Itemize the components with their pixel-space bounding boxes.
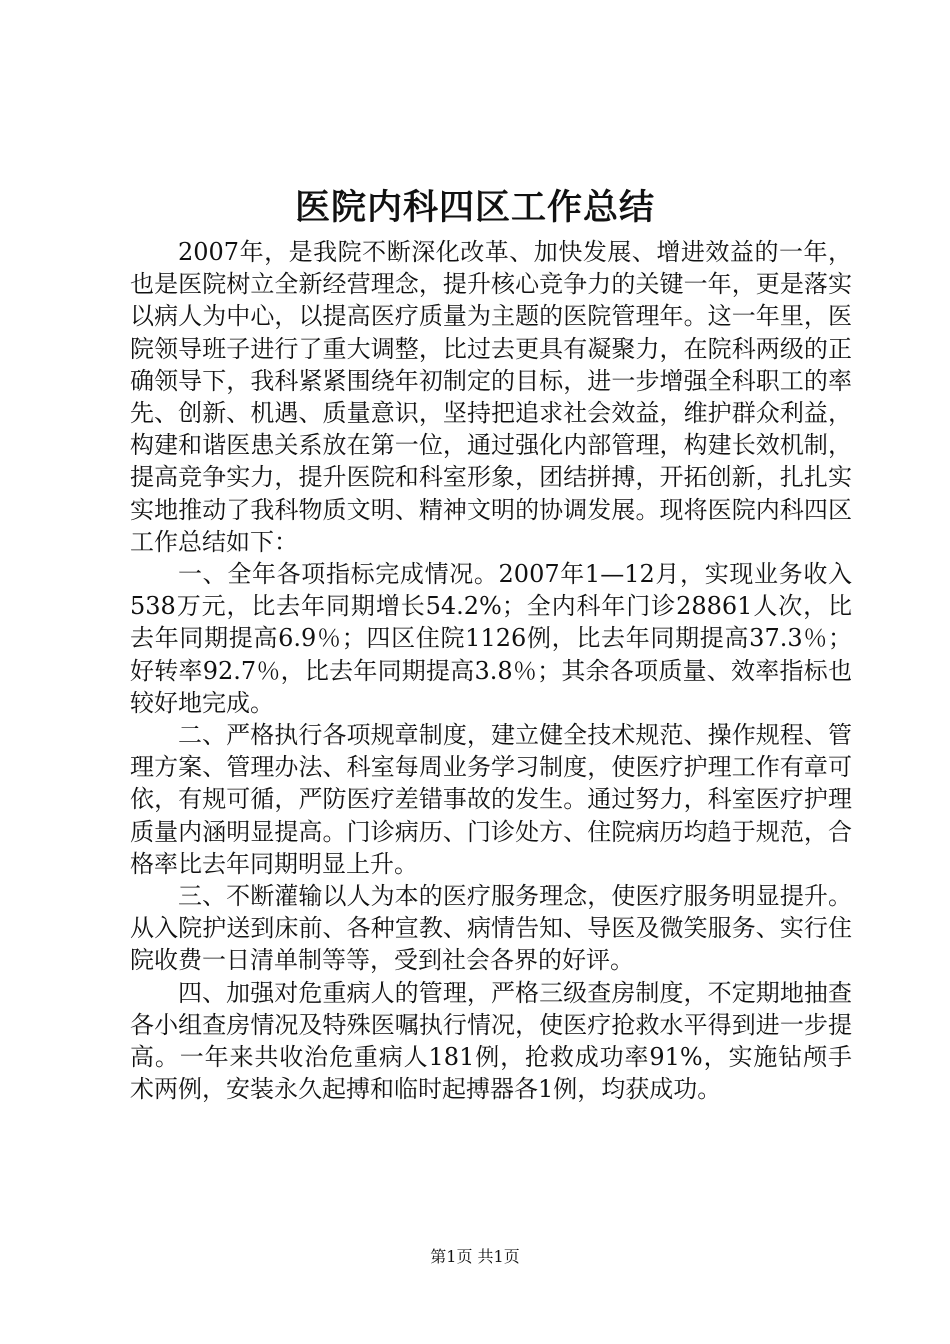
paragraph-regulations: 二、严格执行各项规章制度，建立健全技术规范、操作规程、管理方案、管理办法、科室每周业务学习制度，使医疗护理工作有章可依，有规可循，严防医疗差错事故的发生。通过努力，科室医疗护理质量内涵明显提高。门诊病历、门诊处方、住院病历均趋于规范，合格率比去年同期明显上升。: [130, 721, 852, 878]
paragraph-service: 三、不断灌输以人为本的医疗服务理念，使医疗服务明显提升。从入院护送到床前、各种宣教、病情告知、导医及微笑服务、实行住院收费一日清单制等等，受到社会各界的好评。: [130, 882, 852, 975]
document-body: [130, 236, 852, 1105]
page-title: 医院内科四区工作总结: [294, 187, 655, 228]
paragraph-critical-care: 四、加强对危重病人的管理，严格三级查房制度，不定期地抽查各小组查房情况及特殊医嘱执行情况，使医疗抢救水平得到进一步提高。一年来共收治危重病人181例，抢救成功率91%，实施钻颅手术两例，安装永久起搏和临时起搏器各1例，均获成功。: [130, 978, 852, 1104]
paragraph-indicators: 一、全年各项指标完成情况。2007年1—12月，实现业务收入538万元，比去年同期增长54.2%；全内科年门诊28861人次，比去年同期提高6.9％；四区住院1126例，比去年同期提高37.3％；好转率92.7％，比去年同期提高3.8％；其余各项质量、效率指标也较好地完成。: [130, 560, 852, 717]
paragraph-intro: 2007年，是我院不断深化改革、加快发展、增进效益的一年，也是医院树立全新经营理念，提升核心竞争力的关键一年，更是落实以病人为中心，以提高医疗质量为主题的医院管理年。这一年里，医院领导班子进行了重大调整，比过去更具有凝聚力，在院科两级的正确领导下，我科紧紧围绕年初制定的目标，进一步增强全科职工的率先、创新、机遇、质量意识，坚持把追求社会效益，维护群众利益，构建和谐医患关系放在第一位，通过强化内部管理，构建长效机制，提高竞争实力，提升医院和科室形象，团结拼搏，开拓创新，扎扎实实地推动了我科物质文明、精神文明的协调发展。现将医院内科四区工作总结如下：: [130, 238, 852, 556]
page-footer: 第1页 共1页: [430, 1247, 520, 1266]
